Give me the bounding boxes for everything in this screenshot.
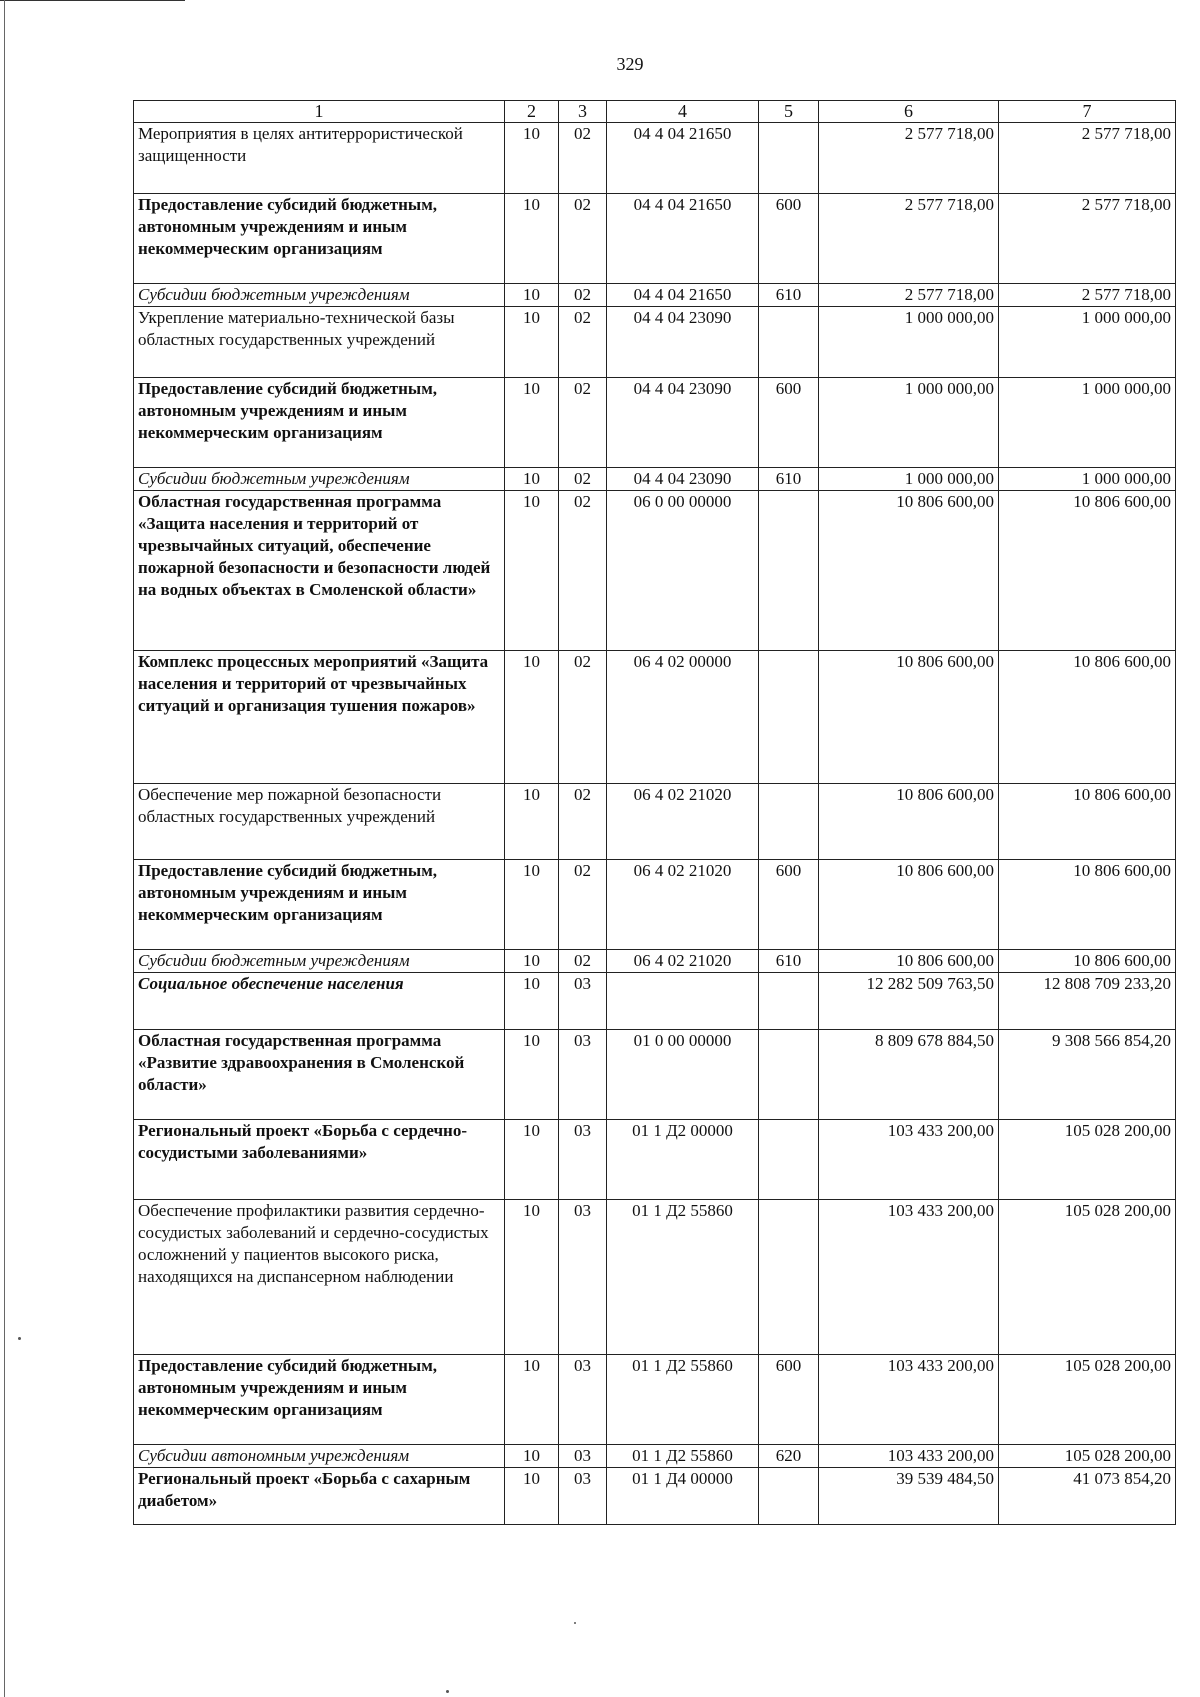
row-target-article: 01 1 Д2 55860: [607, 1445, 759, 1468]
row-expense-type: 610: [759, 468, 819, 491]
row-amount-year1: 103 433 200,00: [819, 1200, 999, 1355]
row-expense-type: [759, 491, 819, 651]
row-amount-year2: 105 028 200,00: [999, 1200, 1176, 1355]
row-subsection-code: 03: [559, 1030, 607, 1120]
row-expense-type: [759, 1200, 819, 1355]
header-row: [134, 101, 1176, 123]
row-expense-type: 610: [759, 284, 819, 307]
table-row: [134, 651, 1176, 784]
header-cell: 2: [505, 101, 559, 123]
row-amount-year2: 41 073 854,20: [999, 1468, 1176, 1525]
row-expense-type: [759, 1120, 819, 1200]
row-target-article: 01 0 00 00000: [607, 1030, 759, 1120]
row-amount-year1: 1 000 000,00: [819, 378, 999, 468]
row-subsection-code: 02: [559, 284, 607, 307]
scan-edge-top: [0, 0, 185, 5]
row-amount-year1: 103 433 200,00: [819, 1120, 999, 1200]
row-subsection-code: 02: [559, 123, 607, 194]
row-section-code: 10: [505, 123, 559, 194]
row-target-article: 04 4 04 21650: [607, 194, 759, 284]
row-name: Обеспечение профилактики развития сердечно-сосудистых заболеваний и сердечно-сосудистых осложнений у пациентов высокого риска, находящихся на диспансерном наблюдении: [134, 1200, 505, 1355]
row-name: Обеспечение мер пожарной безопасности областных государственных учреждений: [134, 784, 505, 860]
row-name: Предоставление субсидий бюджетным, автономным учреждениям и иным некоммерческим организациям: [134, 378, 505, 468]
row-subsection-code: 02: [559, 784, 607, 860]
row-amount-year1: 103 433 200,00: [819, 1445, 999, 1468]
row-subsection-code: 03: [559, 973, 607, 1030]
row-name: Субсидии бюджетным учреждениям: [134, 284, 505, 307]
row-subsection-code: 02: [559, 378, 607, 468]
row-section-code: 10: [505, 378, 559, 468]
row-section-code: 10: [505, 860, 559, 950]
table-row: [134, 123, 1176, 194]
table-row: [134, 194, 1176, 284]
table-row: [134, 1355, 1176, 1445]
row-target-article: 01 1 Д2 55860: [607, 1355, 759, 1445]
row-name: Предоставление субсидий бюджетным, автономным учреждениям и иным некоммерческим организациям: [134, 1355, 505, 1445]
table-row: [134, 491, 1176, 651]
row-target-article: 06 0 00 00000: [607, 491, 759, 651]
row-expense-type: 620: [759, 1445, 819, 1468]
row-name: Субсидии автономным учреждениям: [134, 1445, 505, 1468]
row-amount-year1: 10 806 600,00: [819, 491, 999, 651]
row-amount-year1: 10 806 600,00: [819, 651, 999, 784]
row-subsection-code: 02: [559, 950, 607, 973]
row-expense-type: [759, 651, 819, 784]
row-amount-year1: 1 000 000,00: [819, 468, 999, 491]
row-name: Региональный проект «Борьба с сахарным диабетом»: [134, 1468, 505, 1525]
row-amount-year2: 10 806 600,00: [999, 950, 1176, 973]
row-subsection-code: 03: [559, 1355, 607, 1445]
row-subsection-code: 03: [559, 1468, 607, 1525]
row-target-article: 04 4 04 21650: [607, 123, 759, 194]
row-expense-type: 600: [759, 378, 819, 468]
row-section-code: 10: [505, 468, 559, 491]
row-amount-year2: 1 000 000,00: [999, 378, 1176, 468]
row-target-article: 04 4 04 21650: [607, 284, 759, 307]
row-name: Субсидии бюджетным учреждениям: [134, 468, 505, 491]
row-section-code: 10: [505, 491, 559, 651]
row-expense-type: [759, 123, 819, 194]
row-section-code: 10: [505, 1030, 559, 1120]
row-amount-year2: 2 577 718,00: [999, 284, 1176, 307]
row-section-code: 10: [505, 651, 559, 784]
row-amount-year1: 10 806 600,00: [819, 950, 999, 973]
scan-speck: [574, 1622, 576, 1624]
table-row: [134, 784, 1176, 860]
row-subsection-code: 02: [559, 651, 607, 784]
table-row: [134, 973, 1176, 1030]
row-expense-type: 600: [759, 1355, 819, 1445]
row-amount-year2: 105 028 200,00: [999, 1445, 1176, 1468]
row-amount-year2: 105 028 200,00: [999, 1355, 1176, 1445]
table-row: [134, 1445, 1176, 1468]
row-amount-year2: 2 577 718,00: [999, 123, 1176, 194]
row-amount-year2: 10 806 600,00: [999, 651, 1176, 784]
row-section-code: 10: [505, 284, 559, 307]
row-target-article: 01 1 Д4 00000: [607, 1468, 759, 1525]
row-section-code: 10: [505, 307, 559, 378]
row-target-article: 06 4 02 21020: [607, 950, 759, 973]
row-target-article: 04 4 04 23090: [607, 468, 759, 491]
row-section-code: 10: [505, 1468, 559, 1525]
row-expense-type: 600: [759, 860, 819, 950]
row-amount-year2: 10 806 600,00: [999, 491, 1176, 651]
table-row: [134, 1120, 1176, 1200]
row-amount-year2: 1 000 000,00: [999, 307, 1176, 378]
row-section-code: 10: [505, 950, 559, 973]
row-section-code: 10: [505, 1200, 559, 1355]
row-target-article: 01 1 Д2 55860: [607, 1200, 759, 1355]
table-row: [134, 950, 1176, 973]
row-expense-type: [759, 973, 819, 1030]
row-amount-year1: 103 433 200,00: [819, 1355, 999, 1445]
row-amount-year1: 12 282 509 763,50: [819, 973, 999, 1030]
header-cell: 6: [819, 101, 999, 123]
row-amount-year1: 1 000 000,00: [819, 307, 999, 378]
row-name: Предоставление субсидий бюджетным, автономным учреждениям и иным некоммерческим организациям: [134, 194, 505, 284]
table-body: [134, 123, 1176, 1525]
row-subsection-code: 03: [559, 1200, 607, 1355]
scan-edge-left: [4, 0, 5, 1697]
row-amount-year1: 39 539 484,50: [819, 1468, 999, 1525]
row-subsection-code: 02: [559, 491, 607, 651]
budget-table: [133, 100, 1176, 1525]
row-target-article: 01 1 Д2 00000: [607, 1120, 759, 1200]
row-target-article: 04 4 04 23090: [607, 378, 759, 468]
header-cell: 5: [759, 101, 819, 123]
row-name: Субсидии бюджетным учреждениям: [134, 950, 505, 973]
scan-speck: [446, 1690, 449, 1693]
row-subsection-code: 03: [559, 1445, 607, 1468]
row-target-article: 06 4 02 21020: [607, 860, 759, 950]
row-target-article: 06 4 02 00000: [607, 651, 759, 784]
header-cell: 3: [559, 101, 607, 123]
header-cell: 4: [607, 101, 759, 123]
row-name: Предоставление субсидий бюджетным, автономным учреждениям и иным некоммерческим организациям: [134, 860, 505, 950]
row-section-code: 10: [505, 194, 559, 284]
row-name: Комплекс процессных мероприятий «Защита населения и территорий от чрезвычайных ситуаций и организация тушения пожаров»: [134, 651, 505, 784]
row-expense-type: 600: [759, 194, 819, 284]
row-amount-year1: 10 806 600,00: [819, 860, 999, 950]
table-row: [134, 1030, 1176, 1120]
row-section-code: 10: [505, 1445, 559, 1468]
row-subsection-code: 02: [559, 468, 607, 491]
row-name: Областная государственная программа «Защита населения и территорий от чрезвычайных ситуаций, обеспечение пожарной безопасности и безопасности людей на водных объектах в Смоленской области»: [134, 491, 505, 651]
table-row: [134, 860, 1176, 950]
table-row: [134, 1200, 1176, 1355]
row-subsection-code: 02: [559, 307, 607, 378]
row-amount-year1: 8 809 678 884,50: [819, 1030, 999, 1120]
row-amount-year1: 2 577 718,00: [819, 194, 999, 284]
row-name: Региональный проект «Борьба с сердечно-сосудистыми заболеваниями»: [134, 1120, 505, 1200]
row-expense-type: [759, 307, 819, 378]
row-target-article: 06 4 02 21020: [607, 784, 759, 860]
row-name: Социальное обеспечение населения: [134, 973, 505, 1030]
row-section-code: 10: [505, 973, 559, 1030]
row-expense-type: [759, 1468, 819, 1525]
row-amount-year2: 1 000 000,00: [999, 468, 1176, 491]
row-section-code: 10: [505, 1120, 559, 1200]
row-amount-year1: 2 577 718,00: [819, 123, 999, 194]
row-amount-year2: 10 806 600,00: [999, 784, 1176, 860]
row-amount-year1: 10 806 600,00: [819, 784, 999, 860]
row-amount-year2: 105 028 200,00: [999, 1120, 1176, 1200]
page-number: 329: [616, 54, 644, 74]
row-subsection-code: 03: [559, 1120, 607, 1200]
header-cell: 7: [999, 101, 1176, 123]
row-amount-year2: 2 577 718,00: [999, 194, 1176, 284]
row-amount-year2: 12 808 709 233,20: [999, 973, 1176, 1030]
row-expense-type: 610: [759, 950, 819, 973]
row-target-article: 04 4 04 23090: [607, 307, 759, 378]
table-row: [134, 468, 1176, 491]
row-name: Мероприятия в целях антитеррористической защищенности: [134, 123, 505, 194]
row-amount-year2: 9 308 566 854,20: [999, 1030, 1176, 1120]
row-subsection-code: 02: [559, 194, 607, 284]
table-row: [134, 1468, 1176, 1525]
row-section-code: 10: [505, 1355, 559, 1445]
row-target-article: [607, 973, 759, 1030]
row-amount-year2: 10 806 600,00: [999, 860, 1176, 950]
table-row: [134, 284, 1176, 307]
row-section-code: 10: [505, 784, 559, 860]
row-subsection-code: 02: [559, 860, 607, 950]
header-cell: 1: [134, 101, 505, 123]
row-name: Областная государственная программа «Развитие здравоохранения в Смоленской области»: [134, 1030, 505, 1120]
row-amount-year1: 2 577 718,00: [819, 284, 999, 307]
row-expense-type: [759, 1030, 819, 1120]
table-row: [134, 307, 1176, 378]
row-name: Укрепление материально-технической базы областных государственных учреждений: [134, 307, 505, 378]
row-expense-type: [759, 784, 819, 860]
scan-speck: [18, 1337, 21, 1340]
table-row: [134, 378, 1176, 468]
